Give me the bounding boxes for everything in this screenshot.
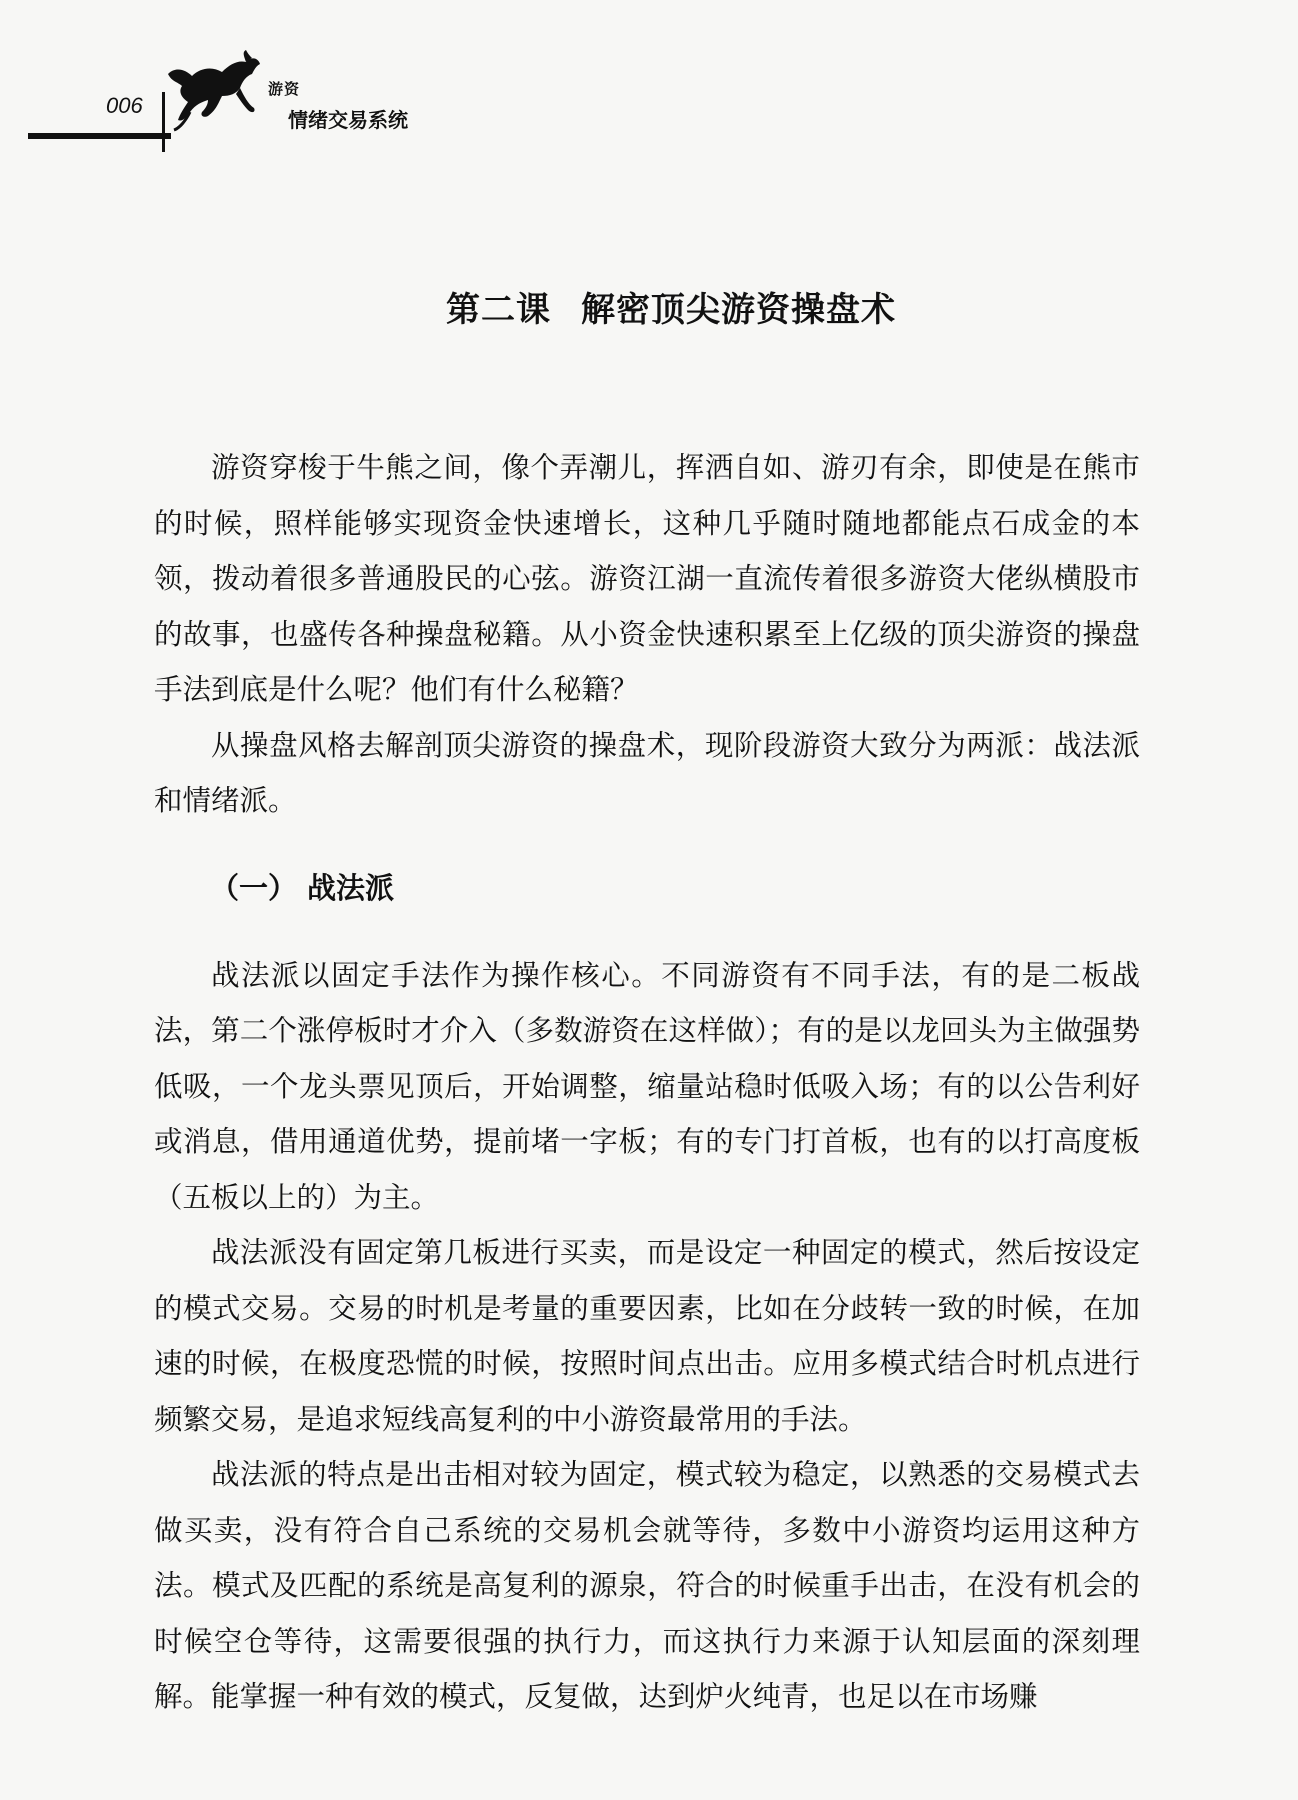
page-header bbox=[0, 0, 1298, 180]
intro-paragraph-2: 从操盘风格去解剖顶尖游资的操盘术，现阶段游资大致分为两派：战法派和情绪派。 bbox=[154, 728, 1140, 817]
header-rule bbox=[28, 133, 171, 139]
section-paragraph-1: 战法派以固定手法作为操作核心。不同游资有不同手法，有的是二板战法，第二个涨停板时才介入（多数游资在这样做）；有的是以龙回头为主做强势低吸，一个龙头票见顶后，开始调整，缩量站稳时低吸入场；有的以公告利好或消息，借用通道优势，提前堵一字板；有的专门打首板，也有的以打高度板（五板以上的）为主。 bbox=[154, 958, 1140, 1214]
book-title: 情绪交易系统 bbox=[288, 108, 408, 132]
section-paragraph-2: 战法派没有固定第几板进行买卖，而是设定一种固定的模式，然后按设定的模式交易。交易的时机是考量的重要因素，比如在分歧转一致的时候，在加速的时候，在极度恐慌的时候，按照时间点出击。应用多模式结合时机点进行频繁交易，是追求短线高复利的中小游资最常用的手法。 bbox=[154, 1236, 1140, 1436]
lesson-title bbox=[0, 282, 1298, 331]
page-number: 006 bbox=[106, 93, 143, 118]
lesson-heading: 解密顶尖游资操盘术 bbox=[581, 290, 896, 330]
section-heading bbox=[210, 861, 1140, 916]
section-title: 战法派 bbox=[307, 870, 395, 905]
intro-paragraph-1: 游资穿梭于牛熊之间，像个弄潮儿，挥洒自如、游刃有余，即使是在熊市的时候，照样能够实现资金快速增长，这种几乎随时随地都能点石成金的本领，拨动着很多普通股民的心弦。游资江湖一直流传着很多游资大佬纵横股市的故事，也盛传各种操盘秘籍。从小资金快速积累至上亿级的顶尖游资的操盘手法到底是什么呢？他们有什么秘籍？ bbox=[154, 451, 1140, 706]
series-badge: 游资 bbox=[268, 80, 301, 98]
lesson-number: 第二课 bbox=[446, 290, 551, 330]
galloping-horse-logo-icon bbox=[160, 46, 270, 136]
section-paragraph-3: 战法派的特点是出击相对较为固定，模式较为稳定，以熟悉的交易模式去做买卖，没有符合自己系统的交易机会就等待，多数中小游资均运用这种方法。模式及匹配的系统是高复利的源泉，符合的时候重手出击，在没有机会的时候空仓等待，这需要很强的执行力，而这执行力来源于认知层面的深刻理解。能掌握一种有效的模式，反复做，达到炉火纯青，也足以在市场赚 bbox=[154, 1458, 1140, 1713]
body-text bbox=[154, 440, 1140, 1725]
section-number: （一） bbox=[210, 870, 298, 905]
